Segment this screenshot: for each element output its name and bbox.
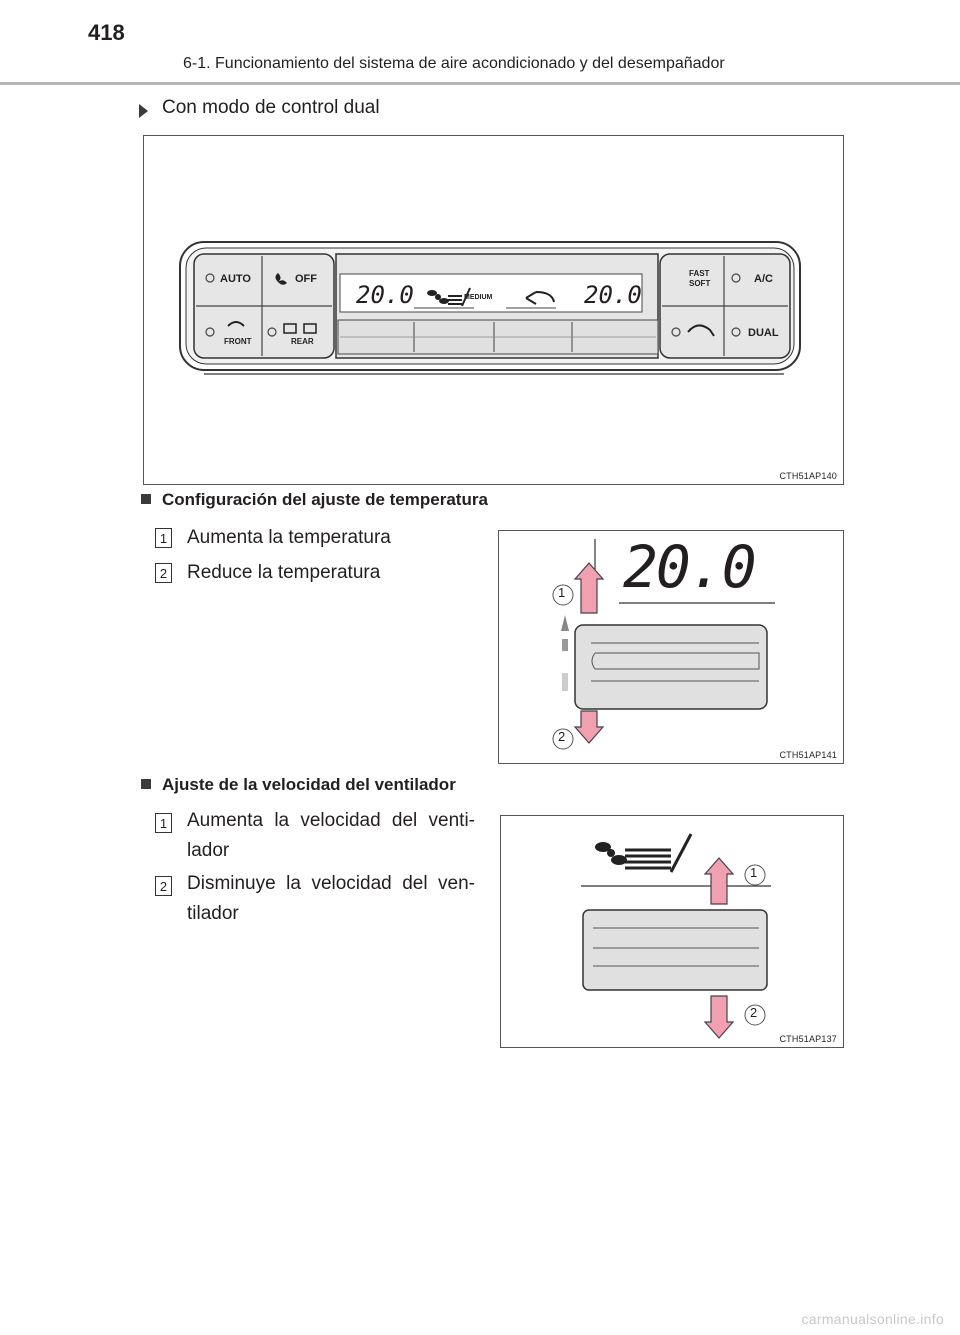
ac-button-label: A/C xyxy=(754,273,773,285)
item-number-badge: 2 xyxy=(155,563,172,583)
increase-arrow-icon xyxy=(705,858,733,904)
dual-button-label: DUAL xyxy=(748,327,779,339)
control-panel-illustration xyxy=(144,136,843,484)
callout-label: 1 xyxy=(558,585,566,600)
fan-section-title: Ajuste de la velocidad del ventilador xyxy=(162,775,456,794)
callout-label: 2 xyxy=(558,729,566,744)
fan-icon xyxy=(595,842,627,865)
figure-code: CTH51AP140 xyxy=(779,471,837,481)
soft-label: SOFT xyxy=(689,279,711,288)
fan-off-button-label: OFF xyxy=(295,273,317,285)
decrease-arrow-icon xyxy=(705,996,733,1038)
chapter-title: 6-1. Funcionamiento del sistema de aire acondicionado y del desempañador xyxy=(183,55,725,72)
bullet-arrow-icon xyxy=(139,104,148,118)
fan-item-text: Disminuye la velocidad del ven-tilador xyxy=(187,873,475,924)
callout-label: 1 xyxy=(750,865,758,880)
right-temperature-readout: 20.0 xyxy=(584,281,642,309)
temperature-item-text: Reduce la temperatura xyxy=(187,562,381,583)
item-number-badge: 1 xyxy=(155,813,172,833)
fan-item-text: Aumenta la velocidad del venti-lador xyxy=(187,810,475,861)
fan-speed-illustration xyxy=(501,816,843,1047)
fan-level-readout: MEDIUM xyxy=(464,294,493,301)
header-divider xyxy=(0,82,960,85)
temperature-section-title: Configuración del ajuste de temperatura xyxy=(162,490,488,509)
increase-arrow-icon xyxy=(575,563,603,613)
temperature-readout: 20.0 xyxy=(623,533,755,601)
intro-bullet-text: Con modo de control dual xyxy=(162,97,380,118)
fan-speed-figure xyxy=(500,815,844,1048)
rear-defroster-label: REAR xyxy=(291,337,314,346)
figure-code: CTH51AP141 xyxy=(779,750,837,760)
section-square-icon xyxy=(141,494,151,504)
temperature-item-text: Aumenta la temperatura xyxy=(187,527,391,548)
page-number: 418 xyxy=(88,20,125,45)
figure-code: CTH51AP137 xyxy=(779,1034,837,1044)
fast-label: FAST xyxy=(689,269,710,278)
temperature-figure xyxy=(498,530,844,764)
control-panel-figure xyxy=(143,135,844,485)
decrease-arrow-icon xyxy=(575,711,603,743)
item-number-badge: 2 xyxy=(155,876,172,896)
item-number-badge: 1 xyxy=(155,528,172,548)
section-square-icon xyxy=(141,779,151,789)
watermark: carmanualsonline.info xyxy=(801,1311,944,1327)
callout-label: 2 xyxy=(750,1005,758,1020)
auto-button-label: AUTO xyxy=(220,273,251,285)
front-defroster-label: FRONT xyxy=(224,337,252,346)
left-temperature-readout: 20.0 xyxy=(356,281,414,309)
